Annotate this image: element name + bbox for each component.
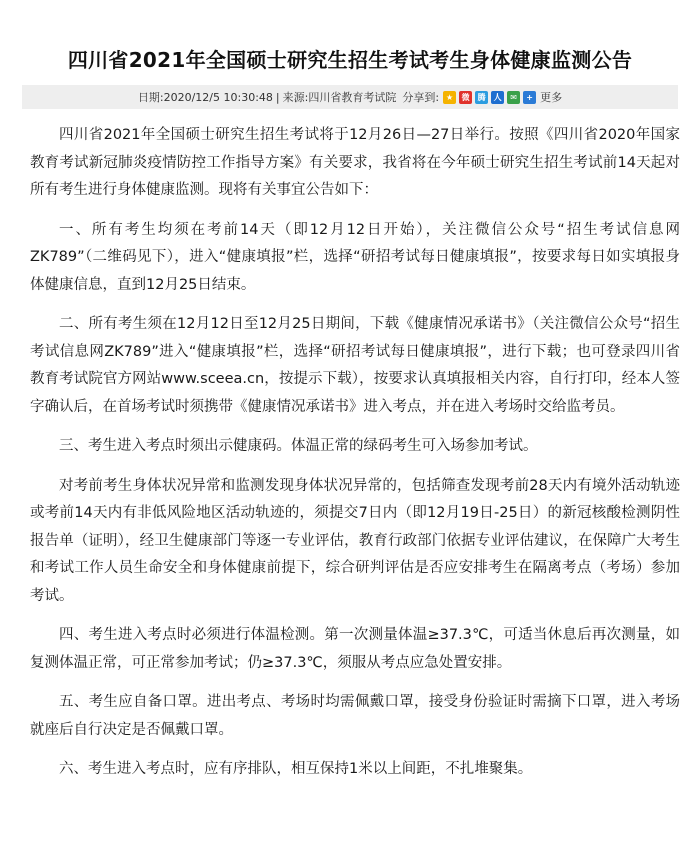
wechat-icon[interactable]: ✉ bbox=[507, 91, 520, 104]
publish-date: 日期:2020/12/5 10:30:48 bbox=[137, 91, 273, 104]
paragraph-item-3: 三、考生进入考点时须出示健康码。体温正常的绿码考生可入场参加考试。 bbox=[59, 438, 538, 454]
paragraph-item-2: 二、所有考生须在12月12日至12月25日期间，下载《健康情况承诺书》（关注微信公众号“招生考试信息网ZK789”进入“健康填报”栏，选择“研招考试每日健康填报”，进行下载；也可登录四川省教育考试院官方网站www.sceea.cn，按提示下载），按要求认真填报相关内容，自行打印，经本人签字确认后，在首场考试时须携带《健康情况承诺书》进入考点，并在进入考场时交给监考员。 bbox=[30, 316, 680, 415]
qzone-icon[interactable]: ★ bbox=[443, 91, 456, 104]
meta-separator: | bbox=[275, 90, 280, 104]
article-title: 四川省2021年全国硕士研究生招生考试考生身体健康监测公告 bbox=[67, 48, 633, 72]
article-body bbox=[30, 122, 680, 796]
tencent-weibo-icon[interactable]: 腾 bbox=[475, 91, 488, 104]
renren-icon[interactable]: 人 bbox=[491, 91, 504, 104]
article-meta-bar bbox=[22, 85, 678, 109]
paragraph-intro: 四川省2021年全国硕士研究生招生考试将于12月26日—27日举行。按照《四川省2020年国家教育考试新冠肺炎疫情防控工作指导方案》有关要求，我省将在今年硕士研究生招生考试前14天起对所有考生进行身体健康监测。现将有关事宜公告如下： bbox=[30, 127, 680, 198]
more-icon[interactable]: + bbox=[523, 91, 536, 104]
weibo-icon[interactable]: 微 bbox=[459, 91, 472, 104]
paragraph-item-6: 六、考生进入考点时，应有序排队，相互保持1米以上间距，不扎堆聚集。 bbox=[59, 761, 533, 777]
share-more-link[interactable]: 更多 bbox=[540, 91, 563, 104]
paragraph-item-5: 五、考生应自备口罩。进出考点、考场时均需佩戴口罩，接受身份验证时需摘下口罩，进入考场就座后自行决定是否佩戴口罩。 bbox=[30, 694, 680, 738]
article-source: 来源:四川省教育考试院 bbox=[282, 91, 397, 104]
share-label: 分享到: bbox=[402, 91, 440, 104]
paragraph-item-4: 四、考生进入考点时必须进行体温检测。第一次测量体温≥37.3℃，可适当休息后再次测量，如复测体温正常，可正常参加考试；仍≥37.3℃，须服从考点应急处置安排。 bbox=[30, 627, 680, 671]
share-bar bbox=[402, 89, 562, 105]
paragraph-item-3-detail: 对考前考生身体状况异常和监测发现身体状况异常的，包括筛查发现考前28天内有境外活动轨迹或考前14天内有非低风险地区活动轨迹的，须提交7日内（即12月19日-25日）的新冠核酸检测阴性报告单（证明），经卫生健康部门等逐一专业评估，教育行政部门依据专业评估建议，在保障广大考生和考试工作人员生命安全和身体健康前提下，综合研判评估是否应安排考生在隔离考点（考场）参加考试。 bbox=[30, 477, 680, 604]
paragraph-item-1: 一、所有考生均须在考前14天（即12月12日开始），关注微信公众号“招生考试信息网ZK789”（二维码见下），进入“健康填报”栏，选择“研招考试每日健康填报”，按要求每日如实填报身体健康信息，直到12月25日结束。 bbox=[30, 221, 680, 293]
